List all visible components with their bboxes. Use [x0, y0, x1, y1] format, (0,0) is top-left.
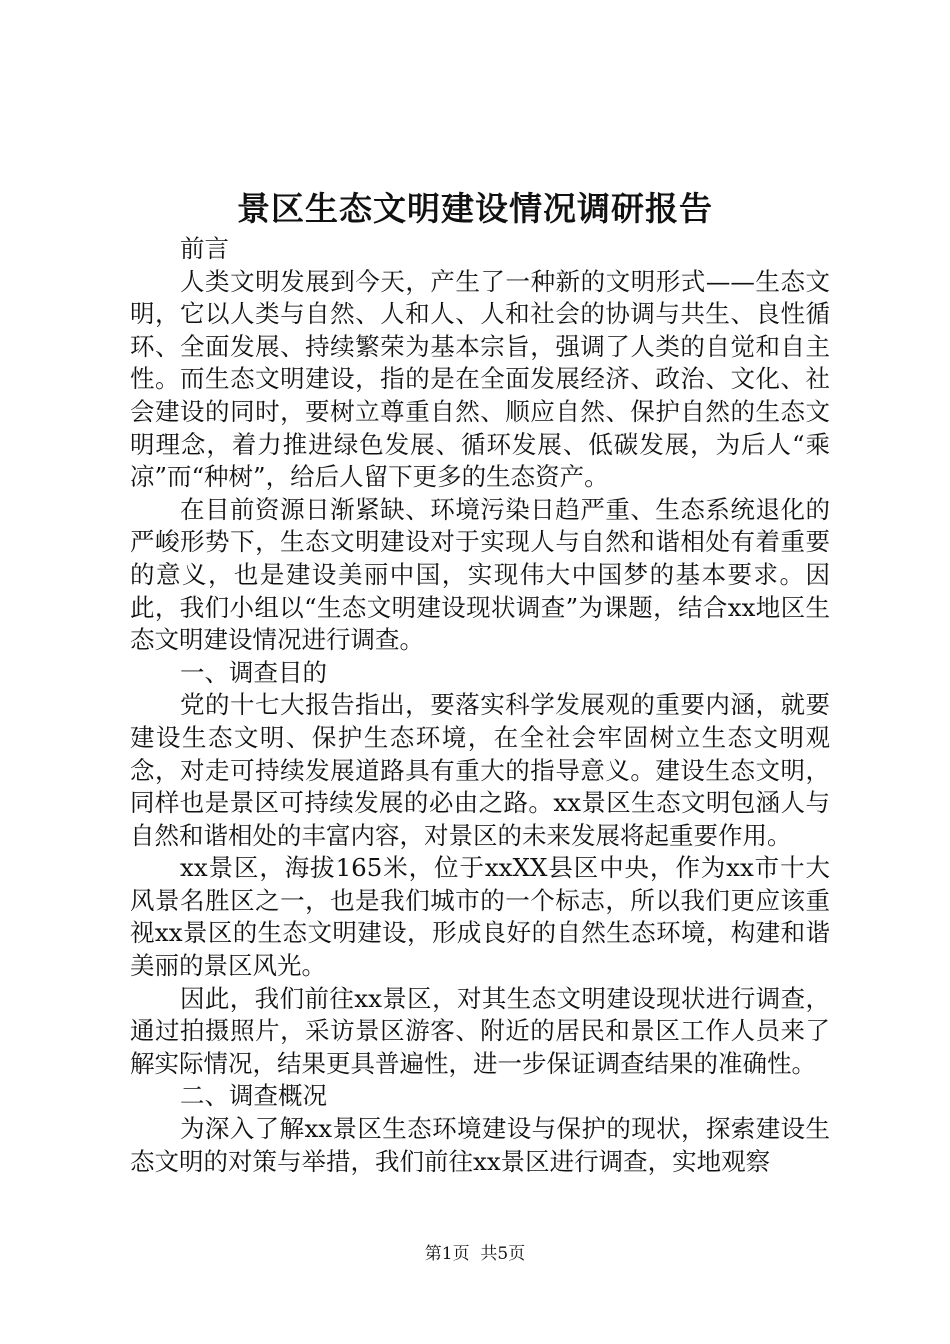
section-heading-purpose: 一、调查目的 — [180, 657, 327, 687]
paragraph: 因此，我们前往xx景区，对其生态文明建设现状进行调查，通过拍摄照片，采访景区游客、附近的居民和景区工作人员来了解实际情况，结果更具普遍性，进一步保证调查结果的准确性。 — [130, 983, 830, 1078]
page-total: 共5页 — [480, 1244, 526, 1264]
document-body — [130, 233, 830, 1178]
document-title: 景区生态文明建设情况调研报告 — [237, 189, 713, 228]
section-heading-overview: 二、调查概况 — [180, 1081, 327, 1111]
paragraph: 党的十七大报告指出，要落实科学发展观的重要内涵，就要建设生态文明、保护生态环境，在全社会牢固树立生态文明观念，对走可持续发展道路具有重大的指导意义。建设生态文明，同样也是景区可持续发展的必由之路。xx景区生态文明包涵人与自然和谐相处的丰富内容，对景区的未来发展将起重要作用。 — [130, 690, 830, 850]
paragraph: xx景区，海拔165米，位于xxXX县区中央，作为xx市十大风景名胜区之一，也是我们城市的一个标志，所以我们更应该重视xx景区的生态文明建设，形成良好的自然生态环境，构建和谐美丽的景区风光。 — [130, 853, 830, 981]
page-footer — [0, 1243, 950, 1265]
paragraph: 在目前资源日渐紧缺、环境污染日趋严重、生态系统退化的严峻形势下，生态文明建设对于实现人与自然和谐相处有着重要的意义，也是建设美丽中国，实现伟大中国梦的基本要求。因此，我们小组以“生态文明建设现状调查”为课题，结合xx地区生态文明建设情况进行调查。 — [130, 494, 830, 655]
paragraph: 人类文明发展到今天，产生了一种新的文明形式——生态文明，它以人类与自然、人和人、人和社会的协调与共生、良性循环、全面发展、持续繁荣为基本宗旨，强调了人类的自觉和自主性。而生态文明建设，指的是在全面发展经济、政治、文化、社会建设的同时，要树立尊重自然、顺应自然、保护自然的生态文明理念，着力推进绿色发展、循环发展、低碳发展，为后人“乘凉”而“种树”，给后人留下更多的生态资产。 — [130, 266, 830, 492]
page-number: 第1页 — [424, 1244, 470, 1264]
paragraph: 为深入了解xx景区生态环境建设与保护的现状，探索建设生态文明的对策与举措，我们前往xx景区进行调查，实地观察 — [130, 1114, 830, 1176]
section-heading-preface: 前言 — [180, 234, 229, 263]
